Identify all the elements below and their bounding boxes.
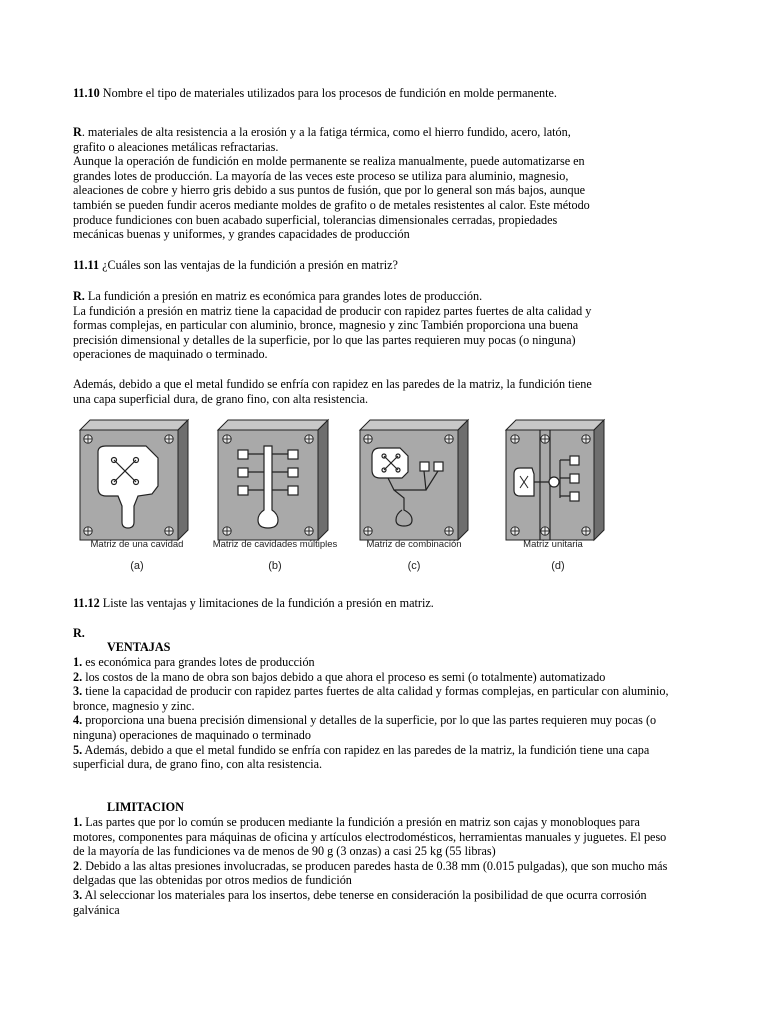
question-11-12 [73, 596, 673, 611]
answer-label: R. [73, 626, 85, 640]
answer-line: operaciones de maquinado o terminado. [73, 347, 268, 362]
answer-11-10 [73, 125, 673, 242]
answer-line: La fundición a presión en matriz tiene la capacidad de producir con rapidez partes fuertes de alta calidad y [73, 303, 592, 318]
answer-line: Además, debido a que el metal fundido se enfría con rapidez en las paredes de la matriz, la fundición tiene [73, 377, 592, 391]
die-unit [506, 420, 604, 540]
figure-caption: Matriz unitaria [523, 539, 583, 550]
answer-label: R [73, 125, 82, 139]
question-11-11 [73, 258, 673, 273]
ventajas-heading: VENTAJAS [107, 640, 171, 654]
answer-line: precisión dimensional y detalles de la superficie, por lo que las partes requieren muy pocas (o ninguna) [73, 332, 576, 347]
die-multiple-cavities [218, 420, 328, 540]
question-text: Nombre el tipo de materiales utilizados para los procesos de fundición en molde permanente. [99, 86, 557, 100]
figure-caption: Matriz de una cavidad [90, 539, 184, 550]
answer-line: La fundición a presión en matriz es económica para grandes lotes de producción. [84, 289, 483, 303]
answer-line: aleaciones de cobre y hierro gris debido a sus puntos de fusión, que por lo general son más bajos, aunque [73, 183, 586, 198]
die-illustrations [78, 418, 608, 548]
answer-line: mecánicas buenas y uniformes, y grandes capacidades de producción [73, 227, 410, 242]
question-text: Liste las ventajas y limitaciones de la fundición a presión en matriz. [99, 596, 434, 610]
die-single-cavity [80, 420, 188, 540]
list-item: 1. Las partes que por lo común se producen mediante la fundición a presión en matriz son cajas y monobloques para motores, componentes para máquinas de oficina y artículos electrodomésticos, herramientas manuales y juguetes. El peso de la mayoría de las fundiciones va de menos de 90 g (3 onzas) a casi 25 kg (55 libras) [73, 815, 667, 859]
ventajas-list [73, 655, 673, 772]
answer-line: produce fundiciones con buen acabado superficial, tolerancias dimensionales cerradas, propiedades [73, 212, 558, 227]
question-11-10 [73, 86, 673, 101]
list-item: 3. Al seleccionar los materiales para los insertos, debe tenerse en consideración la posibilidad de que ocurra corrosión galvánica [73, 887, 647, 917]
question-number: 11.12 [73, 596, 100, 610]
list-item: 4. proporciona una buena precisión dimensional y detalles de la superficie, por lo que las partes requieren muy pocas (o ninguna) operaciones de maquinado o terminado [73, 713, 657, 742]
answer-11-11 [73, 289, 673, 362]
answer-line: formas complejas, en particular con aluminio, bronce, magnesio y zinc También proporciona una buena [73, 318, 579, 333]
figure-label: (d) [551, 560, 565, 572]
figure-caption: Matriz de cavidades múltiples [212, 539, 338, 550]
figure-label: (c) [407, 560, 421, 572]
answer-line: grafito o aleaciones metálicas refractarias. [73, 139, 279, 154]
list-item: 1. es económica para grandes lotes de producción [73, 655, 315, 669]
question-number: 11.11 [73, 258, 100, 272]
question-text: ¿Cuáles son las ventajas de la fundición a presión en matriz? [99, 258, 398, 272]
die-combination [360, 420, 468, 540]
answer-line: grandes lotes de producción. La mayoría de las veces este proceso se utiliza para aluminio, magnesio, [73, 168, 569, 183]
answer-11-11-extra [73, 377, 673, 406]
list-item: 2. los costos de la mano de obra son bajos debido a que ahora el proceso es semi (o totalmente) automatizado [73, 669, 606, 684]
figure-label: (a) [130, 560, 144, 572]
list-item: 3. tiene la capacidad de producir con rapidez partes fuertes de alta calidad y formas complejas, en particular con aluminio, bronce, magnesio y zinc. [73, 684, 669, 713]
die-types-figure [78, 418, 608, 578]
answer-line: Aunque la operación de fundición en molde permanente se realiza manualmente, puede automatizarse en [73, 154, 585, 169]
figure-caption: Matriz de combinación [366, 539, 462, 550]
answer-line: . materiales de alta resistencia a la erosión y a la fatiga térmica, como el hierro fundido, acero, latón, [81, 125, 571, 139]
list-item: 2. Debido a las altas presiones involucradas, se producen paredes hasta de 0.38 mm (0.015 pulgadas), que son mucho más delgadas que las obtenidas por otros medios de fundición [73, 858, 668, 888]
limitacion-heading: LIMITACION [107, 800, 184, 814]
question-number: 11.10 [73, 86, 100, 100]
answer-line: una capa superficial dura, de grano fino, con alta resistencia. [73, 391, 369, 406]
list-item: 5. Además, debido a que el metal fundido se enfría con rapidez en las paredes de la matriz, la fundición tiene una capa superficial dura, de grano fino, con alta resistencia. [73, 742, 650, 772]
answer-line: también se pueden fundir aceros mediante moldes de grafito o de metales resistentes al calor. Este método [73, 197, 590, 212]
limitaciones-list [73, 815, 673, 917]
answer-label: R. [73, 289, 85, 303]
figure-label: (b) [268, 560, 282, 572]
